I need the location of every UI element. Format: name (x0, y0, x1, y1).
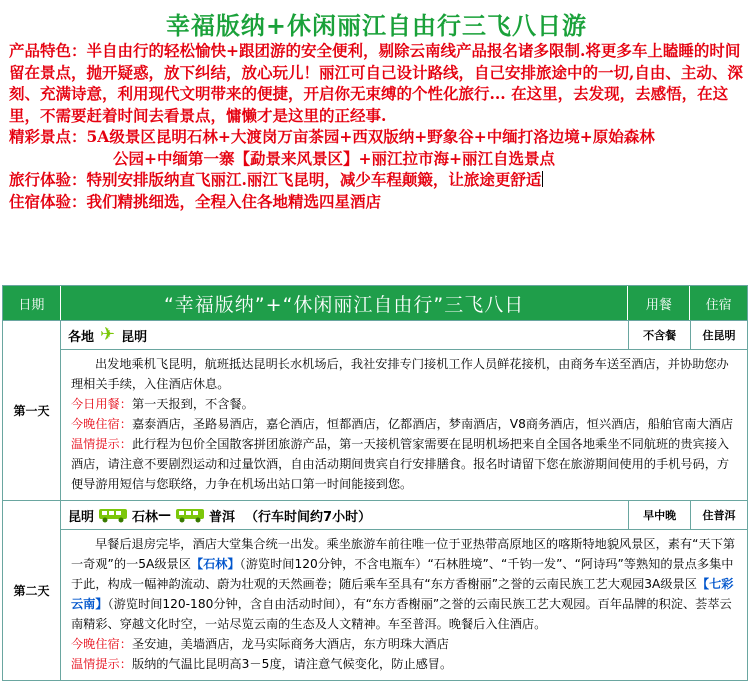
day2-tip-line (71, 654, 739, 674)
qicai-link: 【七彩云南】 (71, 577, 734, 611)
day1-route-row (61, 321, 747, 350)
experience-paragraph (9, 169, 749, 191)
day2-stop1: 昆明 (68, 509, 95, 525)
shilin-link: 【石林】 (190, 557, 240, 571)
features-label: 产品特色： (9, 41, 87, 60)
header-date: 日期 (3, 286, 61, 320)
day1-meal-text: 第一天报到，不含餐。 (131, 397, 254, 411)
day1-meal-label: 今日用餐： (71, 397, 132, 411)
stay-paragraph (9, 191, 749, 213)
day2-route-row (61, 501, 747, 530)
experience-label: 旅行体验： (9, 170, 87, 189)
highlights-line1: 5A级景区昆明石林+大渡岗万亩茶园+西双版纳+野象谷+中缅打洛边境+原始森林 (86, 127, 655, 146)
header-trip: “幸福版纳”+“休闲丽江自由行”三飞八日 (61, 286, 629, 320)
table-header-row (3, 286, 747, 320)
bus-icon (175, 508, 205, 523)
day2-hotel-text: 圣安迪，美墙酒店，龙马实际商务大酒店，东方明珠大酒店 (131, 637, 449, 651)
features-paragraph (9, 40, 749, 126)
day1-tip-label: 温情提示： (71, 437, 132, 451)
route-dash: — (158, 507, 172, 523)
day1-hotel-text: 嘉泰酒店，圣路易酒店，嘉仑酒店，恒都酒店，亿都酒店，梦南酒店，V8商务酒店，恒兴酒店，船舶官南大酒店 (131, 417, 734, 431)
day2-tip-label: 温情提示： (71, 657, 132, 671)
day1-route (61, 321, 629, 349)
day2-route (61, 501, 629, 529)
header-stay: 住宿 (705, 297, 732, 313)
features-text: 半自由行的轻松愉快+跟团游的安全便利，剔除云南线产品报名诸多限制.将更多车上瞌睡的时间留在景点，抛开疑惑，放下纠结，放心玩儿！丽江可自己设计路线，自己安排旅途中的一切,自由、主动、深刻、充满诗意，利用现代文明带来的便捷，开启你无束缚的个性化旅行... 在这里，去发现，去感悟，在这里，不需要赶着时间去看景点，慵懒才是这里的正经事. (9, 41, 743, 125)
experience-text: 特别安排版纳直飞丽江.丽江飞昆明，减少车程颠簸，让旅途更舒适 (86, 170, 542, 189)
day2-meal: 早中晚 (629, 501, 691, 529)
stay-text: 我们精挑细选，全程入住各地精选四星酒店 (86, 191, 382, 211)
highlights-line2: 公园+中缅第一寨【勐景来风景区】+丽江拉市海+丽江自选景点 (113, 148, 555, 168)
highlights-paragraph (9, 126, 749, 148)
day2-hotel-label: 今晚住宿： (71, 637, 132, 651)
day1-body (61, 350, 747, 500)
day2-tip-text: 版纳的气温比昆明高3－5度，请注意气候变化，防止感冒。 (131, 657, 453, 671)
day1-content (61, 321, 747, 500)
day1-meal: 不含餐 (629, 321, 691, 349)
day2-body (61, 530, 747, 680)
airplane-icon: ✈ (100, 324, 116, 345)
day2-row (3, 500, 747, 680)
day1-from: 各地 (68, 329, 95, 345)
day2-time-note: （行车时间约7小时） (245, 509, 372, 525)
day2-stop3: 普洱 (209, 509, 236, 525)
itinerary-table (2, 285, 748, 681)
day2-text-b: （游览时间120分钟，不含电瓶车）“石林胜境”、“千钧一发”、“阿诗玛”等熟知的景点多集中于此，构成一幅神韵流动、蔚为壮观的天然画卷；随后乘车至具有“东方香榭丽”之誉的云南民族工艺大观园3A级景区 (71, 557, 734, 591)
day2-hotel-line (71, 634, 739, 654)
day2-content (61, 501, 747, 680)
header-meal: 用餐 (628, 286, 690, 320)
day1-hotel-label: 今晚住宿： (71, 417, 132, 431)
day1-tip-text: 此行程为包价全国散客拼团旅游产品，第一天接机管家需要在昆明机场把来自全国各地乘坐不同航班的贵宾接入酒店，请注意不要剧烈运动和过量饮酒，自由活动期间贵宾自行安排膳食。报名时请留下您在旅游期间使用的手机号码，方便导游用短信与您联络，力争在机场出站口第一时间能接到您。 (71, 437, 730, 491)
day1-to: 昆明 (121, 329, 148, 345)
intro-section (9, 40, 749, 212)
day2-stay: 住普洱 (702, 509, 736, 522)
day2-paragraph (71, 534, 739, 634)
day1-label: 第一天 (3, 321, 61, 500)
day1-meal-line (71, 394, 739, 414)
bus-icon (98, 508, 128, 523)
day1-row (3, 320, 747, 500)
day1-hotel-line (71, 414, 739, 434)
text-cursor (542, 171, 543, 187)
day2-stop2: 石林 (132, 509, 159, 525)
day1-tip-line (71, 434, 739, 494)
day2-label: 第二天 (3, 501, 61, 680)
day2-text-c: （游览时间120-180分钟，含自由活动时间），有“东方香榭丽”之誉的云南民族工艺大观园。百年品牌的积淀、荟萃云南精彩、穿越文化时空，一站尽览云南的生态及人文精神。车至普洱。晚餐后入住酒店。 (71, 597, 732, 631)
stay-label: 住宿体验： (9, 191, 87, 211)
day2-text-a: 早餐后退房完毕，酒店大堂集合统一出发。乘坐旅游车前往唯一位于亚热带高原地区的喀斯特地貌风景区，素有“天下第一奇观”的一5A级景区 (71, 537, 736, 571)
highlights-label: 精彩景点： (9, 127, 87, 146)
page-title: 幸福版纳+休闲丽江自由行三飞八日游 (165, 11, 588, 40)
day1-stay: 住昆明 (702, 329, 736, 342)
day1-paragraph: 出发地乘机飞昆明，航班抵达昆明长水机场后，我社安排专门接机工作人员鲜花接机，由商务车送至酒店，并协助您办理相关手续，入住酒店休息。 (71, 357, 729, 391)
